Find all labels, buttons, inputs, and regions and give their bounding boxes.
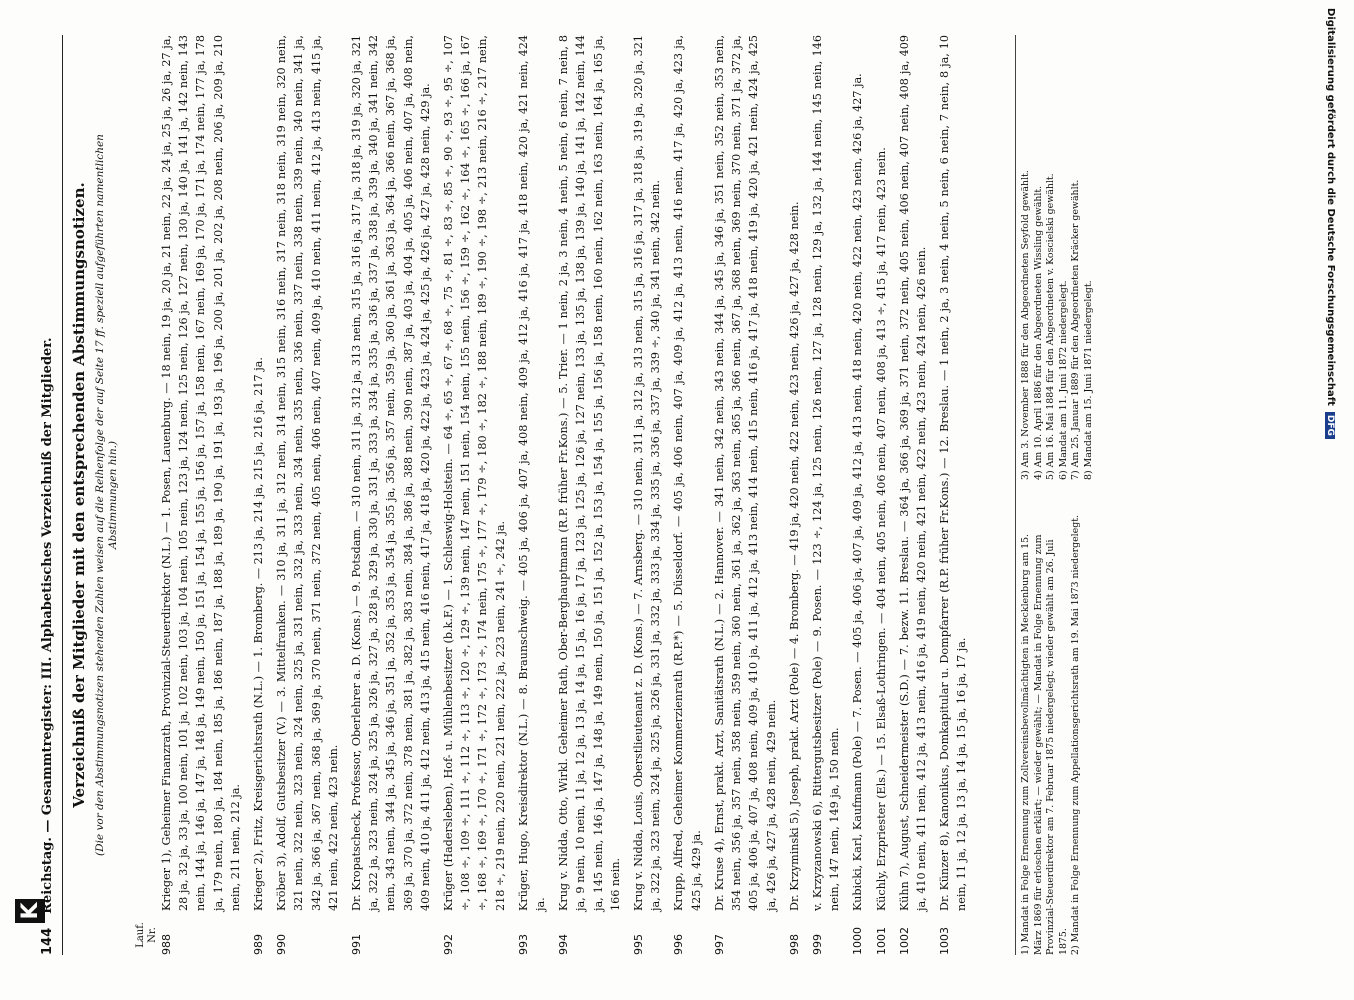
entry-number: 1001	[874, 927, 888, 955]
section-note: (Die vor den Abstimmungsnotizen stehenden Zahlen weisen auf die Reihenfolge der auf Seite 17 ff. speziell aufgeführten namentlichen Abstimmungen hin.)	[94, 134, 120, 856]
entry-text: v. Krzyzanowski 6), Rittergutsbesitzer (Pole) — 9. Posen. — 123 ÷, 124 ja, 125 nein, 126 nein, 127 ja, 128 nein, 129 ja, 132 ja, 144 nein, 145 nein, 146 nein, 147 nein, 149 ja, 150 nein.	[810, 35, 842, 911]
entry-text: Krieger 1), Geheimer Finanzrath, Provinzial-Steuerdirektor (N.L.) — 1. Posen, Lauenburg. — 18 nein, 19 ja, 20 ja, 21 nein, 22 ja, 24 ja, 25 ja, 26 ja, 27 ja, 28 ja, 32 ja, 33 ja, 100 nein, 101 ja, 102 nein, 103 ja, 104 nein, 105 nein, 123 ja, 124 nein, 125 nein, 126 ja, 127 nein, 130 ja, 140 ja, 141 ja, 142 nein, 143 nein, 144 ja, 146 ja, 147 ja, 148 ja, 149 nein, 150 ja, 151 ja, 154 ja, 155 ja, 156 ja, 157 ja, 158 nein, 167 nein, 169 ja, 170 ja, 171 ja, 174 nein, 177 ja, 178 ja, 179 nein, 180 ja, 184 nein, 185 ja, 186 nein, 187 ja, 188 ja, 189 ja, 190 ja, 191 ja, 193 ja, 196 ja, 200 ja, 201 ja, 202 ja, 208 nein, 206 ja, 209 ja, 210 nein, 211 nein, 212 ja.	[160, 35, 242, 911]
entry-number: 988	[160, 934, 173, 955]
entry-number: 1002	[897, 927, 911, 955]
entry-number: 1003	[938, 927, 952, 955]
entry-text: Krupp, Alfred, Geheimer Kommerzienrath (R.P.*) — 5. Düsseldorf. — 405 ja, 406 nein, 407 ja, 409 ja, 412 ja, 413 nein, 416 nein, 417 ja, 420 ja, 423 ja, 425 ja, 429 ja.	[672, 35, 703, 911]
running-header-title: Reichstag. — Gesammtregister: III. Alphabetisches Verzeichniß der Mitglieder.	[40, 337, 55, 914]
entry-text: Krüger (Hadersleben), Hof- u. Mühlenbesitzer (b.k.F.) — 1. Schleswig-Holstein. — 64 ÷, 65 ÷, 67 ÷, 68 ÷, 75 ÷, 81 ÷, 83 ÷, 85 ÷, 90 ÷, 93 ÷, 95 ÷, 107 ÷, 108 ÷, 109 ÷, 111 ÷, 112 ÷, 113 ÷, 120 ÷, 129 ÷, 139 nein, 147 nein, 151 nein, 154 nein, 155 nein, 156 ÷, 159 ÷, 162 ÷, 164 ÷, 165 ÷, 166 ja, 167 ÷, 168 ÷, 169 ÷, 170 ÷, 171 ÷, 172 ÷, 173 ÷, 174 nein, 175 ÷, 177 ÷, 179 ÷, 180 ÷, 182 ÷, 188 nein, 189 ÷, 190 ÷, 198 ÷, 213 nein, 216 ÷, 217 nein, 218 ÷, 219 nein, 220 nein, 221 nein, 222 ja, 223 nein, 241 ÷, 242 ja.	[442, 35, 507, 911]
register-letter-tab: K	[15, 899, 45, 923]
running-header	[40, 35, 63, 955]
member-entries	[158, 35, 977, 955]
footnote: 4) Am 10. April 1886 für den Abgeordneten Wissling gewählt.	[1032, 185, 1044, 480]
entry-number: 990	[275, 934, 289, 955]
footnote: 8) Mandat am 15. Juni 1871 niedergelegt.	[1082, 280, 1094, 480]
dfg-logo: DFG	[1326, 412, 1336, 439]
entry-text: Krug v. Nidda, Louis, Oberstlieutenant z. D. (Kons.) — 7. Arnsberg. — 310 nein, 311 ja, 312 ja, 313 nein, 315 ja, 316 ja, 317 ja, 318 ja, 319 ja, 320 ja, 321 ja, 322 ja, 323 nein, 324 ja, 325 ja, 326 ja, 331 ja, 332 ja, 333 ja, 334 ja, 335 ja, 336 ja, 337 ja, 339 ÷, 340 ja, 341 nein, 342 nein.	[632, 35, 663, 911]
member-entry	[515, 35, 549, 955]
entry-text: Krüger, Hugo, Kreisdirektor (N.L.) — 8. Braunschweig. — 405 ja, 406 ja, 407 ja, 408 nein, 409 ja, 412 ja, 416 ja, 417 ja, 418 nein, 420 ja, 421 nein, 424 ja.	[516, 35, 548, 911]
entry-number: 1000	[851, 927, 865, 955]
entry-number: 991	[350, 934, 364, 955]
member-entry	[158, 35, 244, 955]
entry-text: Krieger 2), Fritz, Kreisgerichtsrath (N.L.) — 1. Bromberg. — 213 ja, 214 ja, 215 ja, 216 ja, 217 ja.	[252, 357, 266, 911]
footnotes-right-column	[1020, 35, 1096, 480]
page-number: 144	[40, 927, 55, 955]
entry-number: 989	[252, 934, 266, 955]
member-entry	[440, 35, 509, 955]
entry-number: 993	[516, 934, 530, 955]
member-entry	[670, 35, 704, 955]
footnotes	[1015, 35, 1096, 955]
member-entry	[555, 35, 624, 955]
entry-text: Dr. Künzer 8), Kanonikus, Domkapitular u. Dompfarrer (R.P. früher Fr.Kons.) — 12. Breslau. — 1 nein, 2 ja, 3 nein, 4 nein, 5 nein, 6 nein, 7 nein, 8 ja, 10 nein, 11 ja, 12 ja, 13 ja, 14 ja, 15 ja, 16 ja, 17 ja.	[938, 35, 969, 911]
member-entry	[250, 35, 267, 955]
entry-number: 996	[672, 934, 686, 955]
entry-number: 999	[810, 934, 824, 955]
footnote: 5) Am 16. Mai 1884 für den Abgeordneten v. Koscielski gewählt.	[1045, 173, 1057, 480]
footnote: 3) Am 3. November 1888 für den Abgeordneten Seyfold gewählt.	[1020, 170, 1031, 480]
rotated-page-content	[40, 35, 1150, 955]
entry-number: 998	[787, 934, 801, 955]
credit-text: Digitalisierung gefördert durch die Deutsche Forschungsgemeinschaft	[1325, 8, 1336, 406]
footnote: 6) Mandat am 11. Juni 1872 niedergelegt.	[1057, 280, 1069, 480]
entry-text: Küchly, Erzpriester (Els.) — 15. Elsaß-Lothringen. — 404 nein, 405 nein, 406 nein, 407 nein, 408 ja, 413 ÷, 415 ja, 417 nein, 423 nein.	[874, 147, 888, 911]
column-header-line2: Nr.	[147, 927, 158, 943]
digitization-credit	[1318, 8, 1342, 608]
member-entry	[896, 35, 930, 955]
entry-text: Dr. Krzyminski 5), Joseph, prakt. Arzt (Pole) — 4. Bromberg. — 419 ja, 420 nein, 422 nein, 423 nein, 426 ja, 427 ja, 428 nein.	[787, 201, 801, 911]
entry-text: Kubicki, Karl, Kaufmann (Pole) — 7. Posen. — 405 ja, 406 ja, 407 ja, 409 ja, 412 ja, 413 nein, 418 nein, 420 nein, 422 nein, 423 nein, 426 ja, 427 ja.	[851, 73, 865, 911]
column-header-line1: Lauf.	[135, 922, 146, 948]
member-entry	[809, 35, 843, 955]
entry-text: Dr. Kropatscheck, Professor, Oberlehrer a. D. (Kons.) — 9. Potsdam. — 310 nein, 311 ja, 312 ja, 313 nein, 315 ja, 316 ja, 317 ja, 318 ja, 319 ja, 320 ja, 321 ja, 322 ja, 323 nein, 324 ja, 325 ja, 326 ja, 327 ja, 328 ja, 329 ja, 330 ja, 331 ja, 333 ja, 334 ja, 335 ja, 336 ja, 337 ja, 338 ja, 339 ja, 340 ja, 341 nein, 342 nein, 343 nein, 344 ja, 345 ja, 346 ja, 351 ja, 352 ja, 353 ja, 354 ja, 355 ja, 356 ja, 357 nein, 359 ja, 360 ja, 361 ja, 363 ja, 364 ja, 366 nein, 367 ja, 368 ja, 369 ja, 370 ja, 372 nein, 378 nein, 381 ja, 382 ja, 383 nein, 384 ja, 386 ja, 388 nein, 390 nein, 387 ja, 403 ja, 404 ja, 405 ja, 406 nein, 407 ja, 408 nein, 409 nein, 410 ja, 411 ja, 412 nein, 413 ja, 415 nein, 416 nein, 417 ja, 418 ja, 420 ja, 422 ja, 423 ja, 424 ja, 425 ja, 426 ja, 427 ja, 428 nein, 429 ja.	[350, 35, 432, 911]
entry-text: Dr. Kruse 4), Ernst, prakt. Arzt, Sanitätsrath (N.L.) — 2. Hannover. — 341 nein, 342 nein, 343 nein, 344 ja, 345 ja, 346 ja, 351 nein, 352 nein, 353 nein, 354 nein, 356 ja, 357 nein, 358 nein, 359 nein, 360 nein, 361 ja, 362 ja, 363 nein, 365 ja, 366 nein, 367 ja, 368 nein, 369 nein, 370 nein, 371 ja, 372 ja, 405 ja, 406 ja, 407 ja, 408 nein, 409 ja, 410 ja, 411 ja, 412 ja, 413 nein, 414 nein, 415 nein, 416 ja, 417 ja, 418 nein, 419 ja, 420 ja, 421 nein, 424 ja, 425 ja, 426 ja, 427 ja, 428 nein, 429 nein.	[712, 35, 778, 911]
member-entry	[786, 35, 803, 955]
footnote: 2) Mandat in Folge Ernennung zum Appellationsgerichtsrath am 19. Mai 1873 niedergelegt.	[1070, 515, 1082, 955]
footnote: 7) Am 25. Januar 1889 für den Abgeordneten Kräcker gewählt.	[1070, 179, 1082, 480]
entry-number: 995	[632, 934, 646, 955]
entry-text: Krug v. Nidda, Otto, Wirkl. Geheimer Rath, Ober-Berghauptmann (R.P. früher Fr.Kons.) — 5. Trier. — 1 nein, 2 ja, 3 nein, 4 nein, 5 nein, 6 nein, 7 nein, 8 ja, 9 nein, 10 nein, 11 ja, 12 ja, 13 ja, 14 ja, 15 ja, 16 ja, 17 ja, 123 ja, 125 ja, 126 ja, 127 nein, 133 ja, 135 ja, 138 ja, 139 ja, 140 ja, 141 ja, 142 nein, 144 ja, 145 nein, 146 ja, 147 ja, 148 ja, 149 nein, 150 ja, 151 ja, 152 ja, 153 ja, 154 ja, 155 ja, 156 ja, 158 nein, 160 nein, 162 nein, 163 nein, 164 ja, 165 ja, 166 nein.	[557, 35, 622, 911]
section-title: Verzeichniß der Mitglieder mit den entsprechenden Abstimmungsnotizen.	[70, 182, 88, 808]
entry-number: 997	[712, 934, 726, 955]
member-entry	[273, 35, 342, 955]
entry-number: 992	[442, 934, 456, 955]
member-entry	[873, 35, 890, 955]
member-entry	[348, 35, 434, 955]
entry-text: Kröber 3), Adolf, Gutsbesitzer (V.) — 3. Mittelfranken. — 310 ja, 311 ja, 312 nein, 314 nein, 315 nein, 316 nein, 317 nein, 318 nein, 319 nein, 320 nein, 321 nein, 322 nein, 323 nein, 324 nein, 325 ja, 331 nein, 332 ja, 333 nein, 334 nein, 335 nein, 336 nein, 337 nein, 338 nein, 339 nein, 340 nein, 341 ja, 342 ja, 366 ja, 367 nein, 368 ja, 369 ja, 370 nein, 371 nein, 372 nein, 405 nein, 406 nein, 407 nein, 409 ja, 410 nein, 411 nein, 412 ja, 413 nein, 415 ja, 421 nein, 422 nein, 423 nein.	[275, 35, 340, 911]
column-header	[135, 915, 159, 955]
entry-text: Kühn 7), August, Schneidermeister (S.D.) — 7. bezw. 11. Breslau. — 364 ja, 366 ja, 369 ja, 371 nein, 372 nein, 405 nein, 406 nein, 407 nein, 408 ja, 409 ja, 410 nein, 411 nein, 412 ja, 413 nein, 416 ja, 419 nein, 420 nein, 421 nein, 422 nein, 423 nein, 424 nein, 426 nein.	[897, 35, 928, 911]
footnote: 1) Mandat in Folge Ernennung zum Zollvereinsbevollmächtigten in Mecklenburg am 15. März 1869 für erloschen erklärt; — wieder gewählt; — Mandat in Folge Ernennung zum Provinzial-Steuerdirektor am 7. Februar 1875 niedergelegt; wieder gewählt am 26. Juli 1875.	[1020, 533, 1069, 955]
footnotes-left-column	[1020, 510, 1096, 955]
member-entry	[849, 35, 866, 955]
member-entry	[936, 35, 970, 955]
member-entry	[630, 35, 664, 955]
member-entry	[711, 35, 780, 955]
entry-number: 994	[557, 934, 571, 955]
